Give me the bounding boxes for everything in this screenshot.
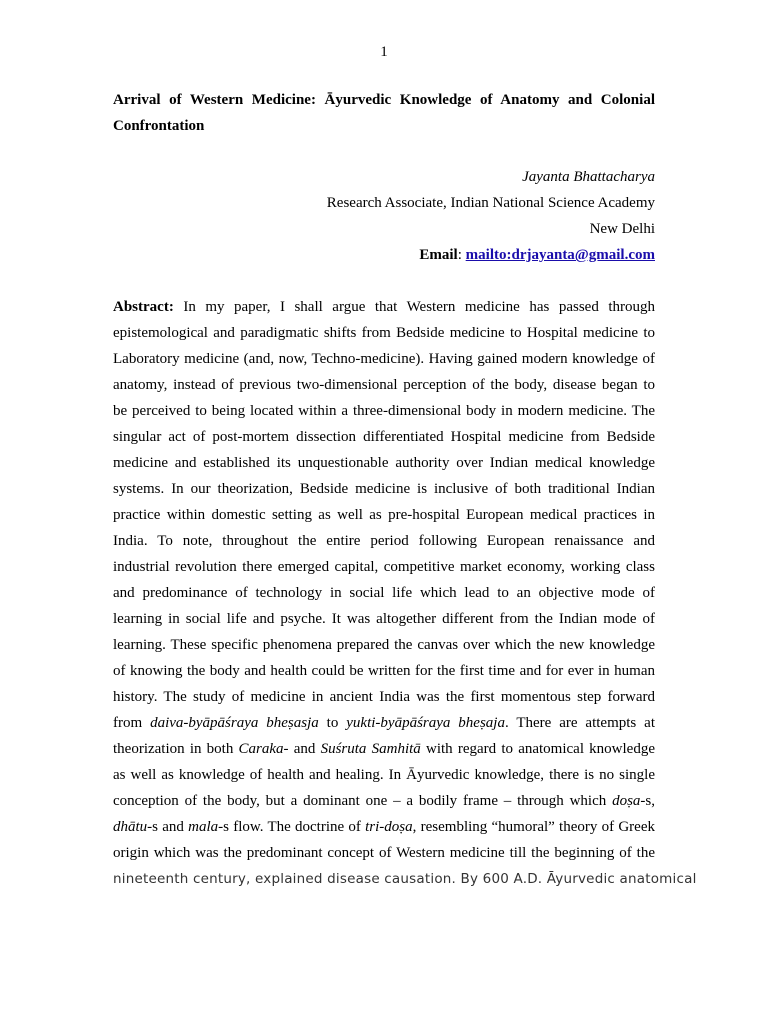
- author-block: [113, 164, 655, 268]
- text-segment: -s and: [147, 819, 189, 835]
- abstract-line: [113, 294, 655, 320]
- italic-term: tri-doṣa: [365, 819, 413, 835]
- abstract-line: [113, 684, 655, 710]
- abstract-line: [113, 658, 655, 684]
- italic-term: daiva-byāpāśraya bheṣasja: [150, 715, 319, 731]
- text-segment: learning. These specific phenomena prepared the canvas over which the new knowledge: [113, 637, 655, 653]
- italic-term: Caraka-: [238, 741, 289, 757]
- text-segment: learning in social life and psyche. It was altogether different from the Indian mode of: [113, 611, 655, 627]
- abstract-line: [113, 502, 655, 528]
- email-separator: :: [457, 247, 466, 263]
- italic-term: yukti-byāpāśraya bheṣaja: [346, 715, 505, 731]
- text-segment: anatomy, instead of previous two-dimensional perception of the body, disease began to: [113, 377, 655, 393]
- abstract-line: [113, 840, 655, 866]
- abstract-line: [113, 372, 655, 398]
- text-segment: industrial revolution there emerged capital, competitive market economy, working class: [113, 559, 655, 575]
- text-segment: practice within domestic setting as well as pre-hospital European medical practices in: [113, 507, 655, 523]
- abstract-line: [113, 788, 655, 814]
- text-segment: Laboratory medicine (and, now, Techno-medicine). Having gained modern knowledge of: [113, 351, 655, 367]
- abstract-line: [113, 606, 655, 632]
- abstract-line: [113, 580, 655, 606]
- page-number: 1: [380, 44, 388, 60]
- italic-term: mala: [188, 819, 219, 835]
- email-label: Email: [419, 247, 458, 263]
- italic-term: Suśruta Samhitā: [320, 741, 421, 757]
- abstract-line: [113, 814, 655, 840]
- text-segment: to: [318, 715, 347, 731]
- abstract-line: [113, 866, 697, 892]
- text-segment: medicine and established its unquestionable authority over Indian medical knowledge: [113, 455, 655, 471]
- abstract-label: Abstract:: [113, 299, 174, 315]
- text-segment: epistemological and paradigmatic shifts from Bedside medicine to Hospital medicine to: [113, 325, 655, 341]
- text-segment: origin which was the predominant concept of Western medicine till the beginning of the: [113, 845, 655, 861]
- text-segment: be perceived to being located within a three-dimensional body in modern medicine. The: [113, 403, 655, 419]
- abstract-line: [113, 476, 655, 502]
- text-segment: systems. In our theorization, Bedside medicine is inclusive of both traditional Indian: [113, 481, 655, 497]
- abstract-line: [113, 424, 655, 450]
- abstract-line: [113, 528, 655, 554]
- email-line: [113, 242, 655, 268]
- text-segment: as well as knowledge of health and healing. In Āyurvedic knowledge, there is no single: [113, 767, 655, 783]
- abstract-line: [113, 398, 655, 424]
- abstract-line: [113, 632, 655, 658]
- text-segment: and: [288, 741, 321, 757]
- text-segment: theorization in both: [113, 741, 239, 757]
- email-link[interactable]: mailto:drjayanta@gmail.com: [465, 247, 655, 263]
- text-segment: singular act of post-mortem dissection differentiated Hospital medicine from Bedside: [113, 429, 655, 445]
- text-segment: , resembling “humoral” theory of Greek: [412, 819, 655, 835]
- author-name: Jayanta Bhattacharya: [522, 169, 655, 185]
- abstract-paragraph: [113, 294, 697, 892]
- abstract-line: [113, 762, 655, 788]
- text-segment: and predominance of technology in social life which lead to an objective mode of: [113, 585, 655, 601]
- italic-term: dhātu: [113, 819, 148, 835]
- text-segment: In my paper, I shall argue that Western medicine has passed through: [173, 299, 655, 315]
- text-segment: nineteenth century, explained disease causation. By 600 A.D. Āyurvedic anatomical: [113, 871, 697, 887]
- text-segment: -s,: [640, 793, 655, 809]
- abstract-line: [113, 554, 655, 580]
- abstract-line: [113, 346, 655, 372]
- abstract-line: [113, 736, 655, 762]
- paper-title: Arrival of Western Medicine: Āyurvedic Knowledge of Anatomy and Colonial Confrontation: [113, 92, 655, 134]
- text-segment: with regard to anatomical knowledge: [420, 741, 655, 757]
- text-segment: -s flow. The doctrine of: [218, 819, 366, 835]
- text-segment: of knowing the body and health could be written for the first time and for ever in human: [113, 663, 655, 679]
- text-segment: conception of the body, but a dominant one – a bodily frame – through which: [113, 793, 613, 809]
- text-segment: India. To note, throughout the entire period following European renaissance and: [113, 533, 655, 549]
- author-location: New Delhi: [589, 221, 655, 237]
- abstract-line: [113, 450, 655, 476]
- text-segment: from: [113, 715, 151, 731]
- text-segment: history. The study of medicine in ancient India was the first momentous step forward: [113, 689, 655, 705]
- italic-term: doṣa: [612, 793, 641, 809]
- author-affiliation: Research Associate, Indian National Science Academy: [326, 195, 655, 211]
- abstract-line: [113, 320, 655, 346]
- text-segment: . There are attempts at: [504, 715, 655, 731]
- abstract-line: [113, 710, 655, 736]
